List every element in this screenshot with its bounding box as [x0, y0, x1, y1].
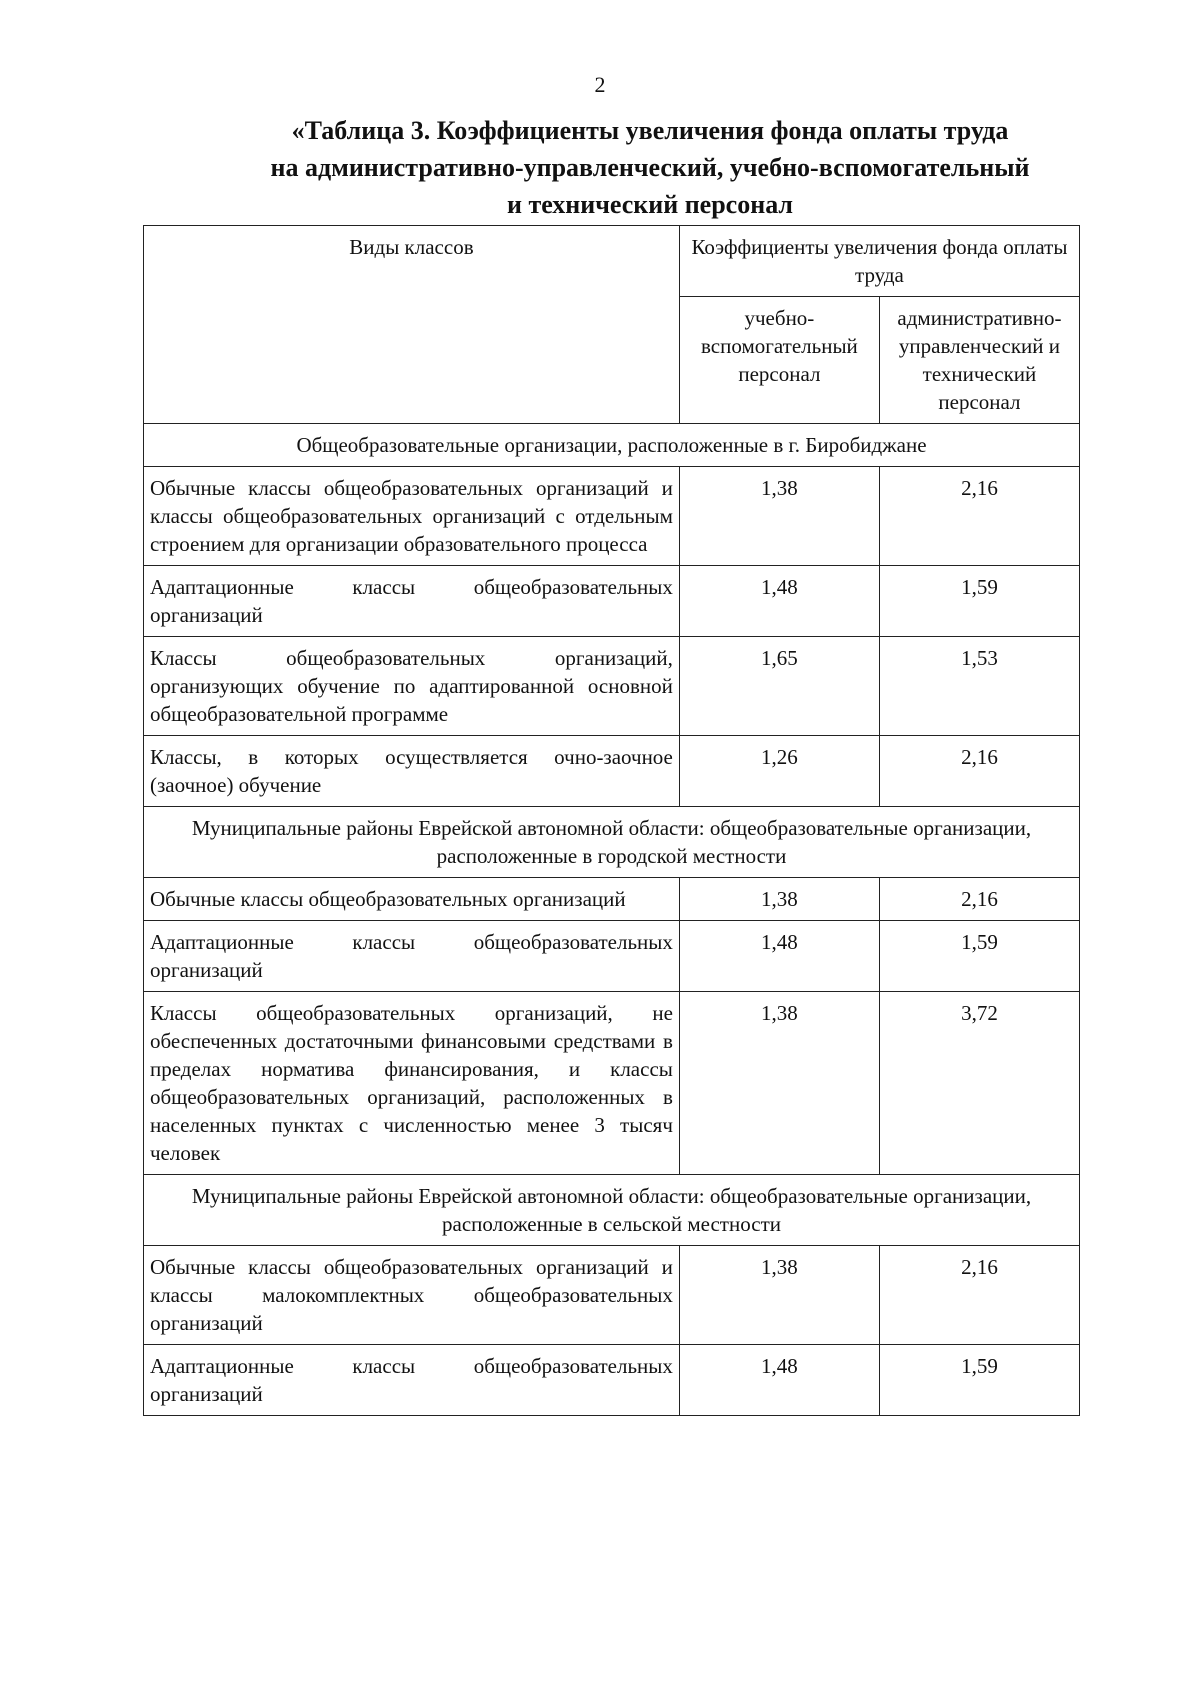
- row-value-support: 1,48: [679, 921, 879, 992]
- row-value-support: 1,38: [679, 467, 879, 566]
- row-value-admin: 2,16: [879, 736, 1079, 807]
- row-label: Обычные классы общеобразовательных организаций: [144, 878, 680, 921]
- row-value-admin: 1,59: [879, 566, 1079, 637]
- section-heading-row: [144, 424, 1080, 467]
- table-row: [144, 736, 1080, 807]
- page-number: 2: [594, 72, 606, 97]
- row-value-admin: 1,53: [879, 637, 1079, 736]
- title-line: и технический персонал: [506, 190, 794, 219]
- row-value-admin: 1,59: [879, 1345, 1079, 1416]
- row-value-support: 1,38: [679, 992, 879, 1175]
- section-heading: Муниципальные районы Еврейской автономной области: общеобразовательные организации, расположенные в городской местности: [144, 807, 1080, 878]
- row-label: Классы общеобразовательных организаций, организующих обучение по адаптированной основной общеобразовательной программе: [144, 637, 680, 736]
- row-value-admin: 2,16: [879, 878, 1079, 921]
- row-value-admin: 1,59: [879, 921, 1079, 992]
- row-label: Адаптационные классы общеобразовательных организаций: [144, 1345, 680, 1416]
- row-label: Адаптационные классы общеобразовательных организаций: [144, 566, 680, 637]
- table-row: [144, 878, 1080, 921]
- table-row: [144, 566, 1080, 637]
- row-value-support: 1,65: [679, 637, 879, 736]
- table-row: [144, 1246, 1080, 1345]
- row-value-support: 1,26: [679, 736, 879, 807]
- table-row: [144, 992, 1080, 1175]
- section-heading-row: [144, 807, 1080, 878]
- row-value-admin: 3,72: [879, 992, 1079, 1175]
- header-row: [144, 226, 1080, 297]
- header-class-types: Виды классов: [144, 226, 680, 424]
- section-heading: Общеобразовательные организации, расположенные в г. Биробиджане: [144, 424, 1080, 467]
- section-heading: Муниципальные районы Еврейской автономной области: общеобразовательные организации, расположенные в сельской местности: [144, 1175, 1080, 1246]
- table-row: [144, 1345, 1080, 1416]
- row-label: Адаптационные классы общеобразовательных организаций: [144, 921, 680, 992]
- table-row: [144, 467, 1080, 566]
- row-label: Классы, в которых осуществляется очно-заочное (заочное) обучение: [144, 736, 680, 807]
- row-label: Обычные классы общеобразовательных организаций и классы общеобразовательных организаций с отдельным строением для организации образовательного процесса: [144, 467, 680, 566]
- row-label: Классы общеобразовательных организаций, не обеспеченных достаточными финансовыми средствами в пределах норматива финансирования, и классы общеобразовательных организаций, расположенных в населенных пунктах с численностью менее 3 тысяч человек: [144, 992, 680, 1175]
- row-label: Обычные классы общеобразовательных организаций и классы малокомплектных общеобразовательных организаций: [144, 1246, 680, 1345]
- section-heading-row: [144, 1175, 1080, 1246]
- row-value-support: 1,48: [679, 566, 879, 637]
- header-support-staff: учебно-вспомогательный персонал: [679, 297, 879, 424]
- header-admin-staff: административно-управленческий и технический персонал: [879, 297, 1079, 424]
- table-title: [200, 112, 1100, 223]
- row-value-support: 1,38: [679, 1246, 879, 1345]
- row-value-admin: 2,16: [879, 1246, 1079, 1345]
- row-value-support: 1,38: [679, 878, 879, 921]
- row-value-admin: 2,16: [879, 467, 1079, 566]
- title-line: «Таблица 3. Коэффициенты увеличения фонда оплаты труда: [291, 116, 1009, 145]
- coefficients-table: [143, 225, 1080, 1416]
- table-row: [144, 637, 1080, 736]
- row-value-support: 1,48: [679, 1345, 879, 1416]
- header-coefficients-group: Коэффициенты увеличения фонда оплаты труда: [679, 226, 1079, 297]
- table-row: [144, 921, 1080, 992]
- title-line: на административно-управленческий, учебно-вспомогательный: [270, 153, 1030, 182]
